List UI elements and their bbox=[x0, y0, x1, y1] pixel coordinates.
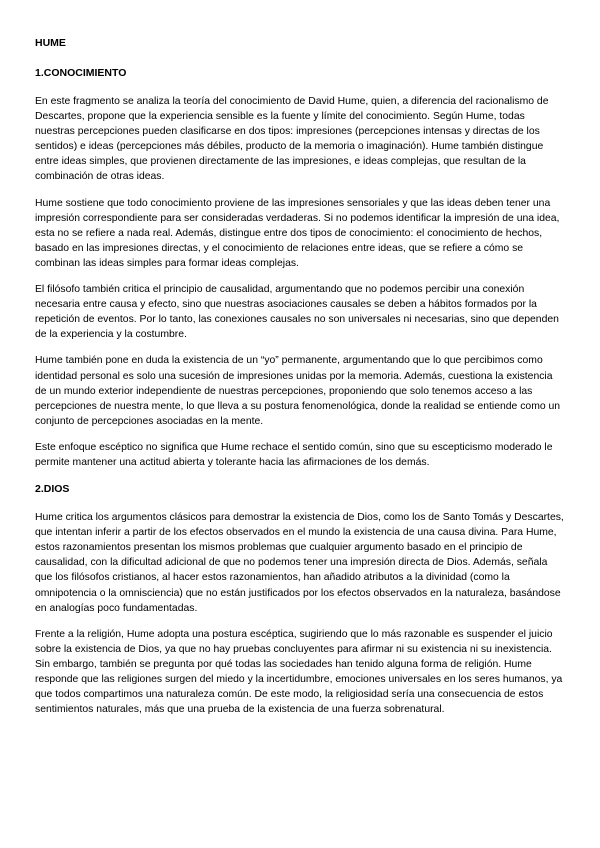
paragraph: El filósofo también critica el principio de causalidad, argumentando que no podemos percibir una conexión necesaria entre causa y efecto, sino que nuestras asociaciones causales se deben a hábitos formados por la repetición de eventos. Por lo tanto, las conexiones causales no son universales ni necesarias, sino que dependen de la experiencia y la costumbre. bbox=[35, 284, 559, 341]
paragraph: Hume también pone en duda la existencia de un “yo” permanente, argumentando que lo que percibimos como identidad personal es solo una sucesión de impresiones unidas por la memoria. Además, cuestiona la existencia de un mundo exterior independiente de nuestras percepciones, proponiendo que solo tenemos acceso a las percepciones de nuestra mente, lo que lleva a su postura fenomenológica, donde la realidad se entiende como un conjunto de percepciones asociadas en la mente. bbox=[35, 355, 561, 427]
paragraph: En este fragmento se analiza la teoría del conocimiento de David Hume, quien, a diferencia del racionalismo de Descartes, propone que la experiencia sensible es la fuente y límite del conocimiento. Según Hume, todas nuestras percepciones pueden clasificarse en dos tipos: impresiones (percepciones intensas y directas de los sentidos) e ideas (percepciones más débiles, producto de la memoria o imaginación). Hume también distingue entre ideas simples, que provienen directamente de las impresiones, e ideas complejas, que resultan de la combinación de otras ideas. bbox=[35, 96, 549, 183]
paragraph: Hume critica los argumentos clásicos para demostrar la existencia de Dios, como los de Santo Tomás y Descartes, que intentan inferir a partir de los efectos observados en el mundo la existencia de una causa divina. Para Hume, estos razonamientos presentan los mismos problemas que cualquier argumento basado en el principio de causalidad, con la dificultad adicional de que no podemos tener una impresión directa de Dios. Además, señala que los filósofos cristianos, al hacer estos razonamientos, han añadido atributos a la divinidad (como la omnipotencia o la omnisciencia) que no están justificados por los efectos observados en la naturaleza, basándose en analogías poco fundamentadas. bbox=[35, 512, 564, 614]
section-heading-dios: 2.DIOS bbox=[35, 483, 70, 496]
paragraph: Hume sostiene que todo conocimiento proviene de las impresiones sensoriales y que las ideas deben tener una impresión correspondiente para ser consideradas verdaderas. Si no podemos identificar la impresión de una idea, esta no se refiere a nada real. Además, distingue entre dos tipos de conocimiento: el conocimiento de hechos, basado en las impresiones directas, y el conocimiento de relaciones entre ideas, que se refiere a cómo se combinan las ideas simples para formar ideas complejas. bbox=[35, 197, 560, 269]
paragraph: Este enfoque escéptico no significa que Hume rechace el sentido común, sino que su escepticismo moderado le permite mantener una actitud abierta y tolerante hacia las afirmaciones de los demás. bbox=[35, 441, 553, 468]
section-heading-conocimiento: 1.CONOCIMIENTO bbox=[35, 67, 127, 79]
section-dios bbox=[35, 482, 565, 717]
paragraph: Frente a la religión, Hume adopta una postura escéptica, sugiriendo que lo más razonable es suspender el juicio sobre la existencia de Dios, ya que no hay pruebas concluyentes para afirmar ni su existencia ni su inexistencia. Sin embargo, también se pregunta por qué todas las sociedades han tenido alguna forma de religión. Hume responde que las religiones surgen del miedo y la incertidumbre, emociones universales en los seres humanos, ya que todos compartimos una naturaleza común. De este modo, la religiosidad sería una consecuencia de estos sentimientos naturales, más que una prueba de la existencia de una fuerza sobrenatural. bbox=[35, 628, 563, 716]
document-title: HUME bbox=[35, 37, 66, 49]
section-conocimiento bbox=[35, 66, 565, 470]
document-page bbox=[35, 36, 565, 728]
